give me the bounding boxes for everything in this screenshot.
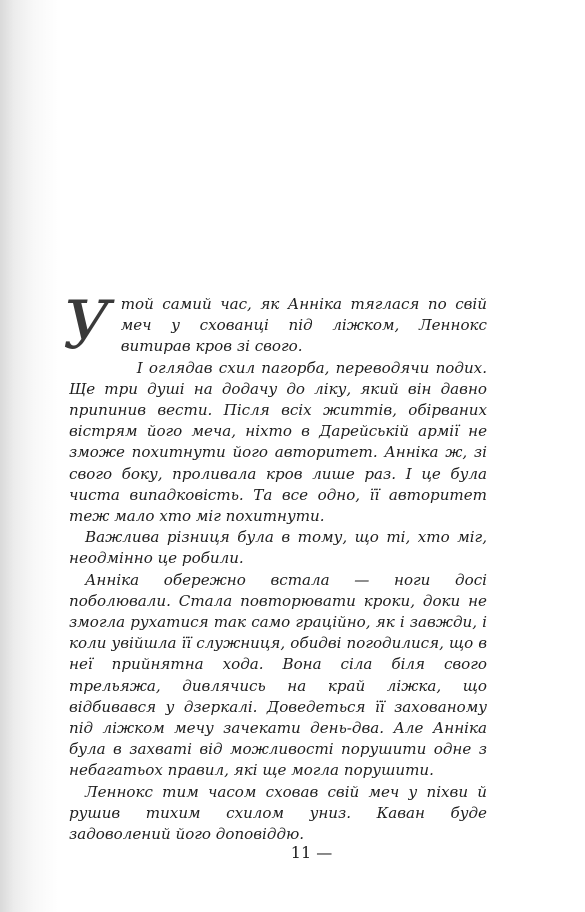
body-text — [63, 287, 487, 845]
paragraph-4: Анніка обережно встала — ноги досі поболювали. Стала повторювати кроки, доки не змогла рухатися так само граційно, як і завжди, і коли увійшла її служниця, обидві погодилися, що в неї прийнятна хода. Вона сіла біля свого трельяжа, дивлячись на край ліжка, що відбивався у дзеркалі. Доведеться її захованому під ліжком мечу зачекати день-два. Але Анніка була в захваті від можливості порушити одне з небагатьох правил, які ще могла порушити. — [69, 570, 487, 780]
paragraph-1 — [63, 287, 487, 364]
paragraph-2: І оглядав схил пагорба, переводячи подих. Ще три душі на додачу до ліку, який він давно припинив вести. Після всіх життів, обірваних вістрям його меча, ніхто в Дарейській армії не зможе похитнути його авторитет. Анніка ж, зі свого боку, проливала кров лише раз. І це була чиста випадковість. Та все одно, її авторитет теж мало хто міг похитнути. — [69, 358, 487, 526]
paragraph-1-text: той самий час, як Анніка тяглася по свій меч у схованці під ліжком, Леннокс витирав кров зі свого. — [120, 295, 487, 356]
page-number: 11 — — [290, 843, 333, 862]
paragraph-3: Важлива різниця була в тому, що ті, хто міг, неодмінно це робили. — [69, 528, 487, 568]
drop-cap: У — [63, 287, 111, 364]
paragraph-5: Леннокс тим часом сховав свій меч у піхви й рушив тихим схилом униз. Каван буде задоволений його доповіддю. — [69, 782, 487, 844]
page-number-footer — [0, 843, 585, 862]
